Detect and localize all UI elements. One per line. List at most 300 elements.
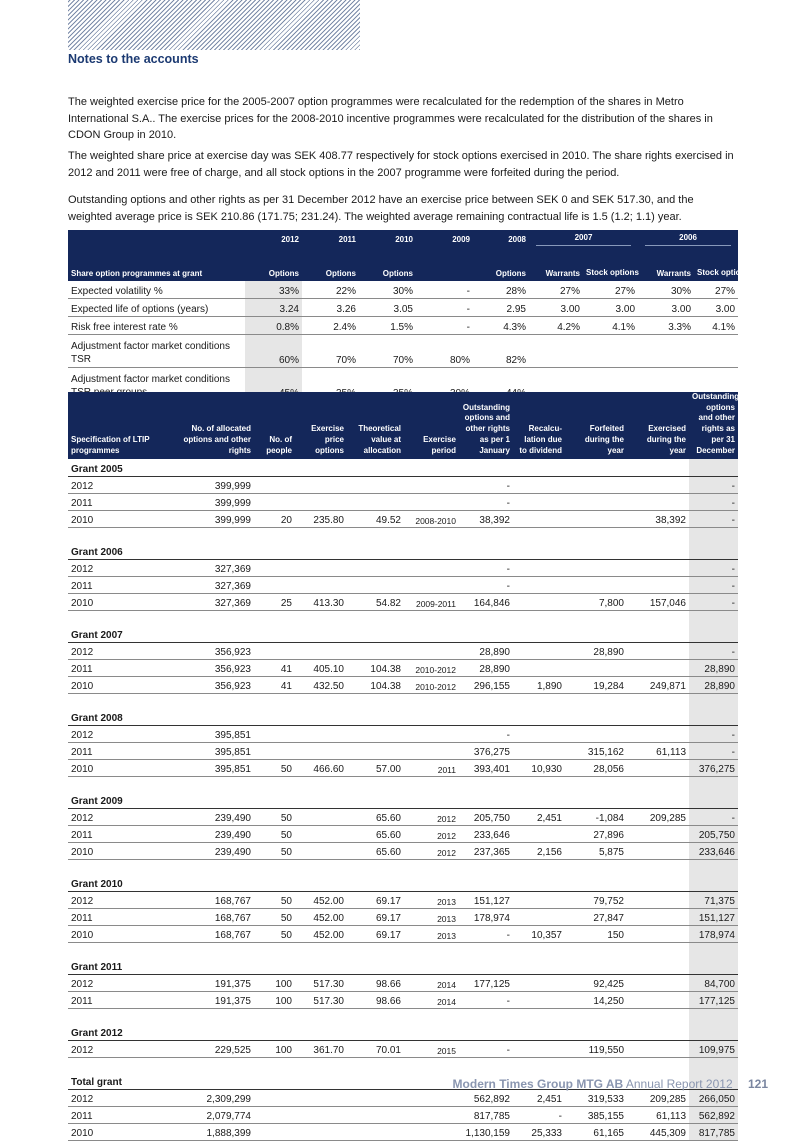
spacer-cell	[347, 1058, 404, 1073]
cell-value: 2013	[404, 892, 459, 909]
cell-value: 98.66	[347, 975, 404, 992]
column-header: Warrants	[529, 248, 583, 281]
cell-value: 30%	[638, 281, 694, 299]
cell-value	[513, 826, 565, 843]
cell-value	[513, 992, 565, 1009]
cell-value: 562,892	[459, 1090, 513, 1107]
cell-value: 249,871	[627, 677, 689, 694]
cell-value: 61,113	[627, 1107, 689, 1124]
cell-value	[513, 1041, 565, 1058]
spacer-cell	[689, 777, 738, 792]
cell-value	[513, 743, 565, 760]
cell-value	[565, 726, 627, 743]
cell-value: 41	[254, 660, 295, 677]
grant-group-label: Grant 2008	[68, 708, 689, 726]
cell-value: 385,155	[565, 1107, 627, 1124]
spacer-row	[68, 694, 738, 709]
column-header: Outstanding options and other rights as per 31 December	[689, 392, 738, 459]
spacer-cell	[172, 1009, 254, 1024]
spacer-cell	[627, 528, 689, 543]
cell-value	[254, 643, 295, 660]
spacer-cell	[172, 611, 254, 626]
spacer-cell	[513, 694, 565, 709]
cell-value: 33%	[245, 281, 302, 299]
cell-value: 2015	[404, 1041, 459, 1058]
share-option-years-row	[68, 230, 738, 248]
cell-value	[627, 1041, 689, 1058]
cell-value: 2,156	[513, 843, 565, 860]
spacer-cell	[68, 1058, 172, 1073]
cell-value: 327,369	[172, 560, 254, 577]
spacer-cell	[295, 1058, 347, 1073]
ltip-header-row	[68, 392, 738, 459]
spacer-cell	[513, 860, 565, 875]
cell-value	[404, 1107, 459, 1124]
spacer-cell	[459, 943, 513, 958]
cell-value	[254, 494, 295, 511]
cell-value	[583, 335, 638, 368]
spacer-cell	[459, 777, 513, 792]
cell-value	[254, 1124, 295, 1141]
grant-year-row	[68, 843, 738, 860]
cell-value: 2010	[68, 594, 172, 611]
cell-value	[627, 909, 689, 926]
cell-value: 104.38	[347, 660, 404, 677]
spacer-cell	[254, 777, 295, 792]
cell-value: 191,375	[172, 992, 254, 1009]
cell-value: 209,285	[627, 1090, 689, 1107]
cell-value: 2014	[404, 975, 459, 992]
cell-value: 239,490	[172, 809, 254, 826]
spacer-cell	[513, 1058, 565, 1073]
spacer-cell	[404, 860, 459, 875]
cell-value	[529, 335, 583, 368]
cell-value: 69.17	[347, 909, 404, 926]
cell-value	[513, 577, 565, 594]
spacer-row	[68, 943, 738, 958]
cell-value: 2011	[68, 660, 172, 677]
cell-value: 233,646	[689, 843, 738, 860]
cell-value: 395,851	[172, 726, 254, 743]
share-option-row	[68, 299, 738, 317]
grant-year-row	[68, 809, 738, 826]
spacer-cell	[689, 611, 738, 626]
ltip-specification-table	[68, 392, 738, 1141]
cell-value: 209,285	[627, 809, 689, 826]
cell-value: 25	[254, 594, 295, 611]
cell-value	[347, 743, 404, 760]
cell-value	[694, 335, 738, 368]
cell-value: 65.60	[347, 826, 404, 843]
cell-value: 356,923	[172, 660, 254, 677]
spacer-cell	[689, 860, 738, 875]
spacer-cell	[459, 1009, 513, 1024]
cell-value: 2012	[68, 809, 172, 826]
cell-value: 2.95	[473, 299, 529, 317]
spacer-cell	[689, 1009, 738, 1024]
cell-value: 27,847	[565, 909, 627, 926]
cell-value: -	[689, 560, 738, 577]
grant-group-label: Grant 2011	[68, 957, 689, 975]
cell-value: 168,767	[172, 926, 254, 943]
cell-value: -	[459, 477, 513, 494]
column-header	[416, 248, 473, 281]
spacer-cell	[627, 777, 689, 792]
cell-value	[627, 660, 689, 677]
cell-value	[295, 560, 347, 577]
spacer-cell	[347, 694, 404, 709]
spacer-cell	[627, 611, 689, 626]
cell-value	[404, 494, 459, 511]
cell-value: 4.2%	[529, 317, 583, 335]
cell-value: 50	[254, 926, 295, 943]
cell-value	[565, 477, 627, 494]
cell-value: 10,357	[513, 926, 565, 943]
cell-value: -	[459, 1041, 513, 1058]
spacer-cell	[513, 943, 565, 958]
column-header: Stock options	[583, 248, 638, 281]
spacer-cell	[404, 943, 459, 958]
cell-value	[347, 560, 404, 577]
spacer-cell	[565, 943, 627, 958]
cell-value: 3.26	[302, 299, 359, 317]
cell-value: 3.00	[638, 299, 694, 317]
cell-value: 2013	[404, 926, 459, 943]
spacer-cell	[627, 943, 689, 958]
cell-value: -	[689, 494, 738, 511]
cell-value: 2011	[68, 909, 172, 926]
spacer-cell	[347, 777, 404, 792]
spacer-cell	[689, 528, 738, 543]
spacer-cell	[565, 1058, 627, 1073]
cell-value	[627, 726, 689, 743]
cell-value: 28%	[473, 281, 529, 299]
cell-value: 376,275	[459, 743, 513, 760]
spacer-cell	[347, 1009, 404, 1024]
cell-value: 2010	[68, 760, 172, 777]
cell-value	[513, 726, 565, 743]
share-option-row	[68, 317, 738, 335]
cell-value: 2012	[404, 809, 459, 826]
cell-value: 50	[254, 809, 295, 826]
cell-value: 452.00	[295, 909, 347, 926]
spacer-cell	[172, 943, 254, 958]
column-header: Stock options	[694, 248, 738, 281]
cell-value: 361.70	[295, 1041, 347, 1058]
cell-value: 399,999	[172, 494, 254, 511]
spacer-cell	[689, 694, 738, 709]
grant-year-row	[68, 1107, 738, 1124]
cell-value: 229,525	[172, 1041, 254, 1058]
cell-value: 69.17	[347, 892, 404, 909]
cell-value	[254, 1090, 295, 1107]
cell-value	[627, 494, 689, 511]
cell-value: 20	[254, 511, 295, 528]
cell-value: 562,892	[689, 1107, 738, 1124]
cell-value: 84,700	[689, 975, 738, 992]
spacer-cell	[347, 860, 404, 875]
cell-value: 327,369	[172, 594, 254, 611]
cell-value: 71,375	[689, 892, 738, 909]
cell-value	[295, 643, 347, 660]
cell-value	[627, 992, 689, 1009]
grant-group-shade	[689, 459, 738, 477]
year-header: 2012	[245, 230, 302, 248]
spacer-cell	[254, 528, 295, 543]
cell-value: 98.66	[347, 992, 404, 1009]
cell-value: -	[459, 577, 513, 594]
cell-value: 399,999	[172, 477, 254, 494]
cell-value: 2014	[404, 992, 459, 1009]
grant-year-row	[68, 560, 738, 577]
cell-value: 2,309,299	[172, 1090, 254, 1107]
grant-group-shade	[689, 1023, 738, 1041]
cell-value: 817,785	[459, 1107, 513, 1124]
cell-value: 2010	[68, 511, 172, 528]
grant-group-heading	[68, 459, 738, 477]
cell-value	[295, 826, 347, 843]
grant-group-heading	[68, 874, 738, 892]
grant-year-row	[68, 643, 738, 660]
cell-value: 205,750	[459, 809, 513, 826]
cell-value: 41	[254, 677, 295, 694]
cell-value	[627, 892, 689, 909]
cell-value: 2012	[68, 975, 172, 992]
spacer-cell	[565, 1009, 627, 1024]
spacer-cell	[404, 1058, 459, 1073]
cell-value	[347, 1124, 404, 1141]
cell-value: 27%	[694, 281, 738, 299]
cell-value: 50	[254, 843, 295, 860]
grant-year-row	[68, 677, 738, 694]
grant-group-heading	[68, 625, 738, 643]
cell-value: 27%	[583, 281, 638, 299]
cell-value: 356,923	[172, 677, 254, 694]
cell-value: 4.3%	[473, 317, 529, 335]
grant-group-label: Total grant	[68, 1072, 689, 1090]
cell-value: 28,056	[565, 760, 627, 777]
cell-value: 405.10	[295, 660, 347, 677]
cell-value	[254, 560, 295, 577]
grant-year-row	[68, 992, 738, 1009]
cell-value	[254, 477, 295, 494]
cell-value: 150	[565, 926, 627, 943]
grant-year-row	[68, 1124, 738, 1141]
cell-value	[347, 643, 404, 660]
spacer-cell	[254, 860, 295, 875]
grant-year-row	[68, 494, 738, 511]
grant-group-heading	[68, 957, 738, 975]
spacer-cell	[254, 694, 295, 709]
spacer-cell	[254, 1058, 295, 1073]
cell-value: 27%	[529, 281, 583, 299]
cell-value: 100	[254, 992, 295, 1009]
column-header: Exercise price options	[295, 392, 347, 459]
cell-value	[404, 743, 459, 760]
cell-value: 28,890	[459, 660, 513, 677]
grant-group-label: Grant 2006	[68, 542, 689, 560]
cell-value	[565, 577, 627, 594]
spacer-cell	[68, 611, 172, 626]
cell-value	[627, 843, 689, 860]
grant-year-row	[68, 477, 738, 494]
share-option-table	[68, 230, 750, 401]
column-header: Exercised during the year	[627, 392, 689, 459]
cell-value: 2012	[68, 560, 172, 577]
cell-value: 119,550	[565, 1041, 627, 1058]
cell-value: 157,046	[627, 594, 689, 611]
cell-value: 817,785	[689, 1124, 738, 1141]
cell-value	[627, 926, 689, 943]
paragraph-outstanding: Outstanding options and other rights as per 31 December 2012 have an exercise price between SEK 0 and SEK 517.30, and the weighted average price is SEK 210.86 (171.75; 231.24). The weighted average remaining contractual life is 1.5 (1.2; 1.1) year.	[68, 194, 694, 223]
spacer-cell	[404, 1009, 459, 1024]
column-header: No. of people	[254, 392, 295, 459]
column-header: Recalcu-lation due to dividend	[513, 392, 565, 459]
cell-value	[627, 975, 689, 992]
cell-value	[565, 560, 627, 577]
cell-value	[513, 892, 565, 909]
spacer-cell	[295, 943, 347, 958]
share-option-row	[68, 335, 738, 368]
share-option-row	[68, 281, 738, 299]
cell-value	[254, 743, 295, 760]
cell-value: 178,974	[459, 909, 513, 926]
cell-value: 2011	[404, 760, 459, 777]
column-header: Forfeited during the year	[565, 392, 627, 459]
cell-value	[565, 660, 627, 677]
grant-group-shade	[689, 625, 738, 643]
spacer-cell	[295, 777, 347, 792]
cell-value: 50	[254, 826, 295, 843]
grant-group-shade	[689, 708, 738, 726]
cell-value: 2011	[68, 826, 172, 843]
paragraph-recalculation: The weighted exercise price for the 2005-2007 option programmes were recalculated for the redemption of the shares in Metro International S.A.. The exercise prices for the 2008-2010 incentive programmes were recalculated for the distribution of the shares in CDON Group in 2010.	[68, 96, 713, 141]
cell-value: -	[459, 726, 513, 743]
column-header: Theoretical value at allocation	[347, 392, 404, 459]
cell-value: 399,999	[172, 511, 254, 528]
cell-value: -	[689, 477, 738, 494]
spacer-cell	[404, 611, 459, 626]
cell-value	[295, 809, 347, 826]
cell-value	[347, 1107, 404, 1124]
spacer-cell	[459, 528, 513, 543]
cell-value: 517.30	[295, 975, 347, 992]
column-header: Options	[302, 248, 359, 281]
cell-value: 266,050	[689, 1090, 738, 1107]
cell-value: -	[416, 317, 473, 335]
grant-year-row	[68, 975, 738, 992]
year-group-header: 2007	[529, 230, 638, 248]
cell-value: 233,646	[459, 826, 513, 843]
spacer-cell	[565, 777, 627, 792]
cell-value: 2012	[68, 643, 172, 660]
cell-value: 100	[254, 1041, 295, 1058]
grant-group-label: Grant 2012	[68, 1023, 689, 1041]
spacer-cell	[404, 694, 459, 709]
cell-value: -	[689, 726, 738, 743]
cell-value: 205,750	[689, 826, 738, 843]
grant-group-label: Grant 2009	[68, 791, 689, 809]
cell-value: 3.00	[694, 299, 738, 317]
row-label: Adjustment factor market conditions	[68, 368, 245, 401]
cell-value	[513, 643, 565, 660]
cell-value: 92,425	[565, 975, 627, 992]
cell-value: -	[459, 992, 513, 1009]
grant-group-shade	[689, 542, 738, 560]
cell-value: 395,851	[172, 760, 254, 777]
cell-value: 28,890	[689, 677, 738, 694]
cell-value: 104.38	[347, 677, 404, 694]
spacer-cell	[565, 860, 627, 875]
grant-group-heading	[68, 791, 738, 809]
cell-value: 356,923	[172, 643, 254, 660]
grant-year-row	[68, 726, 738, 743]
cell-value: 25,333	[513, 1124, 565, 1141]
cell-value: 452.00	[295, 926, 347, 943]
cell-value: 1,890	[513, 677, 565, 694]
cell-value: 2010	[68, 1124, 172, 1141]
spacer-cell	[172, 860, 254, 875]
cell-value: 2012	[404, 843, 459, 860]
cell-value	[513, 477, 565, 494]
cell-value	[347, 1090, 404, 1107]
cell-value	[513, 494, 565, 511]
cell-value: 239,490	[172, 843, 254, 860]
spacer-cell	[513, 1009, 565, 1024]
cell-value: 452.00	[295, 892, 347, 909]
spacer-cell	[459, 611, 513, 626]
cell-value: 2011	[68, 992, 172, 1009]
cell-value: 100	[254, 975, 295, 992]
cell-value	[404, 477, 459, 494]
spacer-cell	[459, 694, 513, 709]
cell-value: 57.00	[347, 760, 404, 777]
footer-report: Annual Report 2012	[625, 1077, 733, 1091]
cell-value: 466.60	[295, 760, 347, 777]
grant-group-heading	[68, 708, 738, 726]
cell-value	[404, 1124, 459, 1141]
cell-value: 376,275	[689, 760, 738, 777]
cell-value: 2013	[404, 909, 459, 926]
cell-value	[627, 760, 689, 777]
cell-value: 3.05	[359, 299, 416, 317]
page-footer	[453, 1077, 768, 1091]
cell-value: 28,890	[459, 643, 513, 660]
row-label: Expected volatility %	[68, 281, 245, 299]
grant-group-shade	[689, 791, 738, 809]
cell-value	[513, 594, 565, 611]
cell-value: 445,309	[627, 1124, 689, 1141]
row-label: Expected life of options (years)	[68, 299, 245, 317]
spacer-cell	[565, 694, 627, 709]
cell-value: 168,767	[172, 892, 254, 909]
cell-value: 4.1%	[694, 317, 738, 335]
spacer-cell	[254, 611, 295, 626]
cell-value: 0.8%	[245, 317, 302, 335]
column-header: Options	[359, 248, 416, 281]
cell-value	[254, 577, 295, 594]
cell-value: 296,155	[459, 677, 513, 694]
spacer-cell	[565, 528, 627, 543]
cell-value: 517.30	[295, 992, 347, 1009]
cell-value: -	[689, 577, 738, 594]
cell-value: 79,752	[565, 892, 627, 909]
paragraph-share-price: The weighted share price at exercise day was SEK 408.77 respectively for stock options exercised in 2010. The share rights exercised in 2012 and 2011 were free of charge, and all stock options in the 2007 programme were forfeited during the period.	[68, 150, 734, 179]
cell-value: 393,401	[459, 760, 513, 777]
grant-year-row	[68, 577, 738, 594]
spacer-cell	[172, 694, 254, 709]
grant-group-label: Grant 2007	[68, 625, 689, 643]
